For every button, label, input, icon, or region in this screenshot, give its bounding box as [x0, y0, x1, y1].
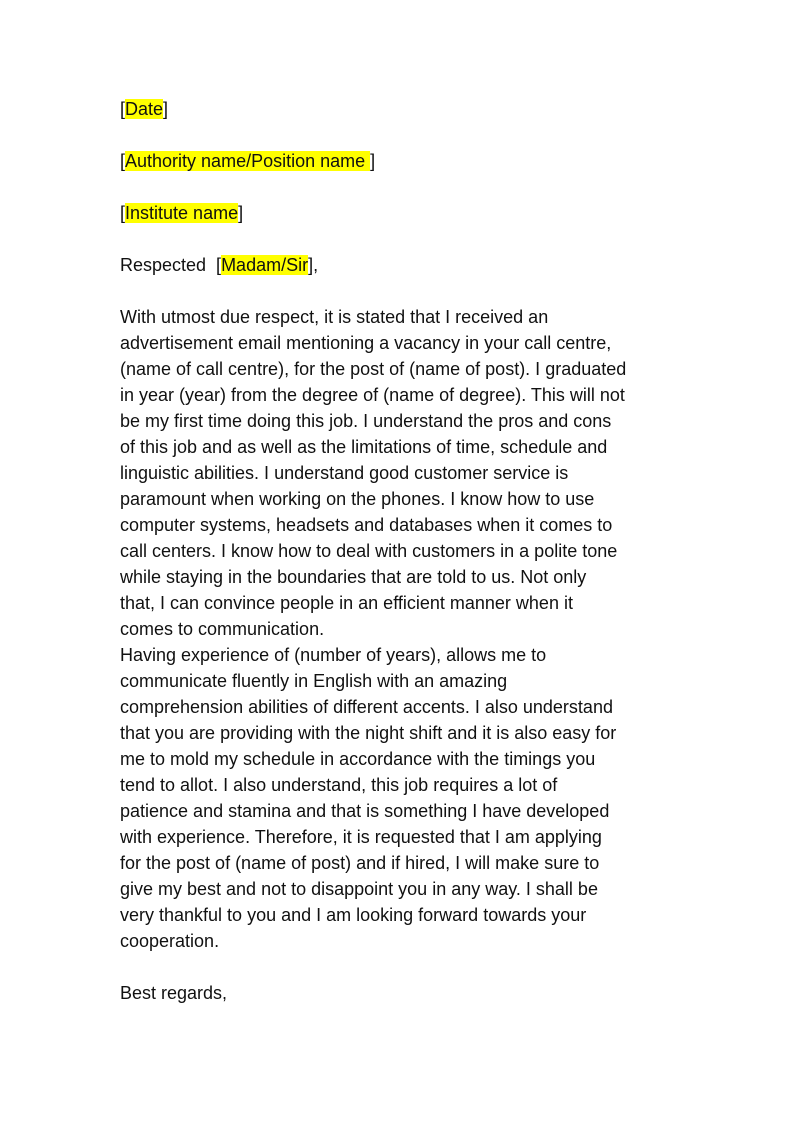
authority-close-bracket: ] — [370, 151, 376, 171]
authority-placeholder[interactable]: Authority name/Position name — [125, 151, 371, 171]
body-line: be my first time doing this job. I understand the pros and cons — [120, 411, 612, 431]
authority-open-bracket: [ — [120, 151, 126, 171]
body-line: while staying in the boundaries that are told to us. Not only — [120, 567, 587, 587]
body-line: that, I can convince people in an efficient manner when it — [120, 593, 573, 613]
date-close-bracket: ] — [163, 99, 169, 119]
body-line: communicate fluently in English with an amazing — [120, 671, 508, 691]
salutation-prefix: Respected [ — [120, 255, 222, 275]
body-line: comes to communication. — [120, 619, 325, 639]
body-line: that you are providing with the night shift and it is also easy for — [120, 723, 617, 743]
closing-line: Best regards, — [120, 983, 228, 1003]
body-line: computer systems, headsets and databases when it comes to — [120, 515, 613, 535]
body-line: give my best and not to disappoint you in any way. I shall be — [120, 879, 598, 899]
institute-placeholder[interactable]: Institute name — [125, 203, 239, 223]
body-line: of this job and as well as the limitations of time, schedule and — [120, 437, 608, 457]
body-line: call centers. I know how to deal with customers in a polite tone — [120, 541, 618, 561]
salutation-placeholder[interactable]: Madam/Sir — [221, 255, 309, 275]
body-line: in year (year) from the degree of (name of degree). This will not — [120, 385, 625, 405]
body-line: advertisement email mentioning a vacancy in your call centre, — [120, 333, 612, 353]
letter-content — [120, 96, 668, 1032]
body-line: linguistic abilities. I understand good customer service is — [120, 463, 569, 483]
letter-body — [120, 304, 668, 954]
date-open-bracket: [ — [120, 99, 126, 119]
body-line: for the post of (name of post) and if hired, I will make sure to — [120, 853, 600, 873]
institute-open-bracket: [ — [120, 203, 126, 223]
body-line: with experience. Therefore, it is requested that I am applying — [120, 827, 602, 847]
body-line: paramount when working on the phones. I know how to use — [120, 489, 595, 509]
date-placeholder[interactable]: Date — [125, 99, 164, 119]
body-line: tend to allot. I also understand, this job requires a lot of — [120, 775, 558, 795]
body-line: cooperation. — [120, 931, 220, 951]
institute-close-bracket: ] — [238, 203, 244, 223]
authority-line — [120, 148, 668, 174]
date-line — [120, 96, 668, 122]
body-line: Having experience of (number of years), allows me to — [120, 645, 547, 665]
body-line: comprehension abilities of different accents. I also understand — [120, 697, 613, 717]
institute-line — [120, 200, 668, 226]
salutation-suffix: ], — [308, 255, 319, 275]
body-line: patience and stamina and that is something I have developed — [120, 801, 610, 821]
body-line: (name of call centre), for the post of (name of post). I graduated — [120, 359, 627, 379]
salutation-line — [120, 252, 668, 278]
body-line: me to mold my schedule in accordance with the timings you — [120, 749, 596, 769]
body-line: With utmost due respect, it is stated that I received an — [120, 307, 549, 327]
body-line: very thankful to you and I am looking forward towards your — [120, 905, 587, 925]
